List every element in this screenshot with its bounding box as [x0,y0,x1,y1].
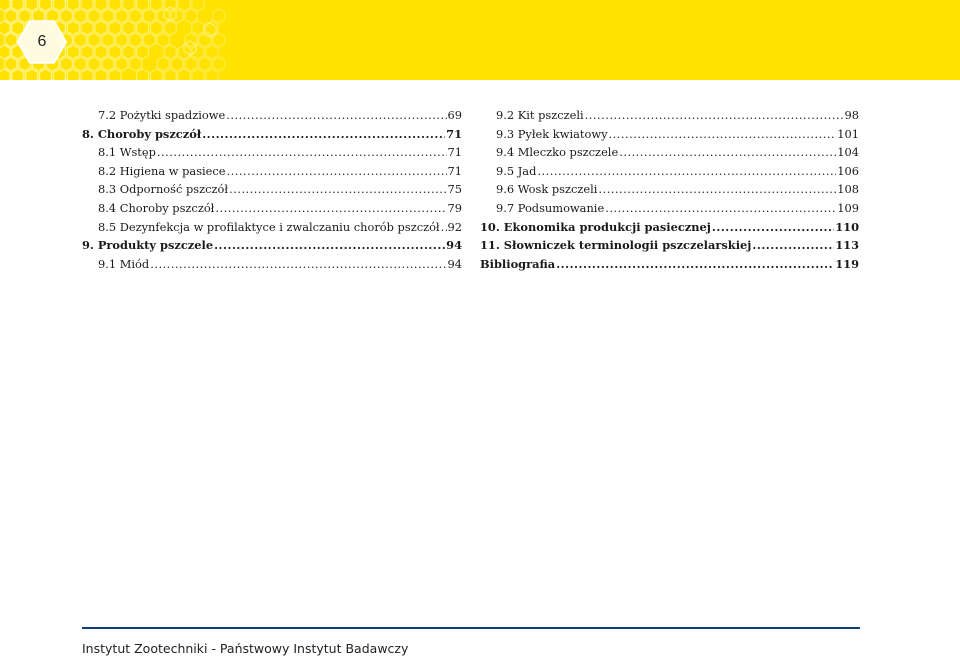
honeycomb-cell [40,69,52,80]
honeycomb-cell [109,0,121,11]
toc-entry-page: 106 [837,163,859,178]
toc-entry-title: 11. Słowniczek terminologii pszczelarskiej [480,238,752,253]
honeycomb-cell [109,21,121,35]
honeycomb-cell [74,57,86,71]
toc-entry[interactable] [480,106,859,125]
honeycomb-cell [95,45,107,59]
toc-entry[interactable] [82,218,462,237]
toc-entry[interactable] [82,125,462,144]
honeycomb-cell [123,0,135,11]
toc-leader-dots [229,180,446,199]
honeycomb-cell [81,45,93,59]
honeycomb-cell [53,0,65,11]
honeycomb-cell [192,69,204,80]
toc-leader-dots [619,143,836,162]
toc-entry-page: 71 [447,145,462,160]
toc-entry-page: 69 [447,108,462,122]
honeycomb-cell [213,9,225,23]
honeycomb-cell [67,69,79,80]
toc-entry[interactable] [82,180,462,199]
honeycomb-cell [164,69,176,80]
toc-entry-title: 8.2 Higiena w pasiece [98,163,226,178]
honeycomb-cell [130,33,142,47]
honeycomb-cell [130,9,142,23]
toc-entry-page: 108 [837,182,859,197]
honeycomb-cell [81,21,93,35]
honeycomb-cell [0,21,10,35]
honeycomb-cell [0,69,10,80]
honeycomb-cell [157,57,169,71]
honeycomb-cell [185,9,197,23]
footer-rule [82,627,860,629]
honeycomb-cell [171,9,183,23]
toc-entry-title: 10. Ekonomika produkcji pasiecznej [480,219,711,234]
honeycomb-cell [67,21,79,35]
toc-entry-title: 9.7 Podsumowanie [496,200,605,215]
honeycomb-cell [150,69,162,80]
toc-left-column [82,106,462,273]
toc-entry-page: 101 [837,126,859,141]
honeycomb-cell [95,21,107,35]
honeycomb-cell [206,69,218,80]
honeycomb-cell [95,69,107,80]
page-number: 6 [37,33,47,50]
honeycomb-cell [0,45,10,59]
honeycomb-cell [192,21,204,35]
toc-entry-page: 98 [844,108,859,122]
toc-leader-dots [226,106,446,125]
toc-entry-page: 71 [447,163,462,178]
honeycomb-pattern [0,0,960,80]
toc-entry[interactable] [480,143,859,162]
toc-entry-title: 8.5 Dezynfekcja w profilaktyce i zwalczaniu chorób pszczół [98,219,440,234]
honeycomb-cell [26,0,38,11]
toc-entry-title: 7.2 Pożytki spadziowe [98,108,226,122]
toc-leader-dots [202,125,445,144]
toc-leader-dots [227,162,447,181]
toc-entry-title: 8.3 Odporność pszczół [98,182,229,197]
honeycomb-cell [95,0,107,11]
honeycomb-cell [199,33,211,47]
toc-leader-dots [752,236,834,255]
honeycomb-cell [116,9,128,23]
toc-leader-dots [214,236,445,255]
honeycomb-cell [12,0,24,11]
toc-leader-dots [598,180,836,199]
honeycomb-cell [157,33,169,47]
honeycomb-cell [123,21,135,35]
honeycomb-cell [5,33,17,47]
toc-entry[interactable] [480,125,859,144]
honeycomb-cell [40,0,52,11]
toc-leader-dots [441,218,447,237]
honeycomb-cell [130,57,142,71]
toc-entry[interactable] [82,162,462,181]
honeycomb-cell [0,0,10,11]
honeycomb-cell [88,9,100,23]
toc-entry-title: 8.4 Choroby pszczół [98,200,215,215]
honeycomb-cell [116,57,128,71]
honeycomb-cell [137,45,149,59]
toc-entry-title: 9.3 Pyłek kwiatowy [496,126,608,141]
toc-entry-title: 9.4 Mleczko pszczele [496,145,619,160]
honeycomb-cell [137,69,149,80]
honeycomb-cell [67,0,79,11]
honeycomb-cell [206,45,218,59]
honeycomb-cell [81,69,93,80]
honeycomb-cell [5,57,17,71]
honeycomb-cell [143,9,155,23]
honeycomb-cell [213,57,225,71]
toc-leader-dots [537,162,836,181]
honeycomb-cell [164,21,176,35]
header-banner [0,0,960,80]
toc-entry[interactable] [480,199,859,218]
toc-entry[interactable] [480,218,859,237]
toc-entry-title: 9.6 Wosk pszczeli [496,182,598,197]
toc-entry[interactable] [82,106,462,125]
toc-entry-title: 9. Produkty pszczele [82,238,214,253]
honeycomb-cell [178,69,190,80]
toc-entry[interactable] [480,162,859,181]
toc-entry-page: 113 [835,238,859,253]
honeycomb-cell [150,21,162,35]
honeycomb-cell [164,45,176,59]
honeycomb-cell [12,69,24,80]
honeycomb-cell [199,57,211,71]
toc-leader-dots [609,125,837,144]
toc-entry[interactable] [82,236,462,255]
toc-entry-page: 110 [835,219,859,234]
honeycomb-cell [192,0,204,11]
toc-entry[interactable] [480,180,859,199]
honeycomb-cell [26,69,38,80]
toc-entry-title: Bibliografia [480,256,556,271]
toc-entry[interactable] [82,199,462,218]
honeycomb-cell [123,45,135,59]
honeycomb-cell [102,57,114,71]
honeycomb-cell [171,57,183,71]
toc-entry-page: 104 [837,145,859,160]
toc-entry-title: 9.1 Miód [98,256,150,271]
toc-entry-title: 8. Choroby pszczół [82,126,202,141]
toc-entry-page: 79 [447,200,462,215]
toc-entry-page: 109 [837,200,859,215]
footer-institution: Instytut Zootechniki - Państwowy Instytut Badawczy [82,641,409,656]
honeycomb-cell [185,33,197,47]
toc-entry[interactable] [480,255,859,274]
toc-entry-page: 94 [446,238,462,253]
toc-entry-page: 94 [447,256,462,271]
honeycomb-cell [67,45,79,59]
honeycomb-cell [178,0,190,11]
honeycomb-cell [53,69,65,80]
toc-leader-dots [585,106,844,125]
toc-entry-title: 9.5 Jad [496,163,537,178]
honeycomb-cell [81,0,93,11]
honeycomb-cell [143,33,155,47]
toc-leader-dots [157,143,447,162]
honeycomb-cell [88,57,100,71]
toc-entry-page: 71 [446,126,462,141]
toc-entry-title: 8.1 Wstęp [98,145,156,160]
honeycomb-cell [185,57,197,71]
honeycomb-cell [102,9,114,23]
honeycomb-cell [150,0,162,11]
honeycomb-cell [74,9,86,23]
honeycomb-cell [88,33,100,47]
toc-leader-dots [556,255,834,274]
toc-leader-dots [215,199,446,218]
honeycomb-cell [137,0,149,11]
honeycomb-cell [102,33,114,47]
toc-entry[interactable] [480,236,859,255]
toc-entry[interactable] [82,255,462,274]
toc-right-column [480,106,859,273]
toc-leader-dots [150,255,446,274]
honeycomb-cell [109,69,121,80]
honeycomb-cell [192,45,204,59]
honeycomb-cell [137,21,149,35]
toc-leader-dots [605,199,836,218]
toc-entry-title: 9.2 Kit pszczeli [496,108,584,122]
toc-entry-page: 119 [835,256,859,271]
toc-entry-page: 75 [447,182,462,197]
toc-leader-dots [712,218,834,237]
honeycomb-cell [5,9,17,23]
honeycomb-cell [74,33,86,47]
toc-entry[interactable] [82,143,462,162]
honeycomb-cell [116,33,128,47]
toc-entry-page: 92 [447,219,462,234]
honeycomb-cell [109,45,121,59]
